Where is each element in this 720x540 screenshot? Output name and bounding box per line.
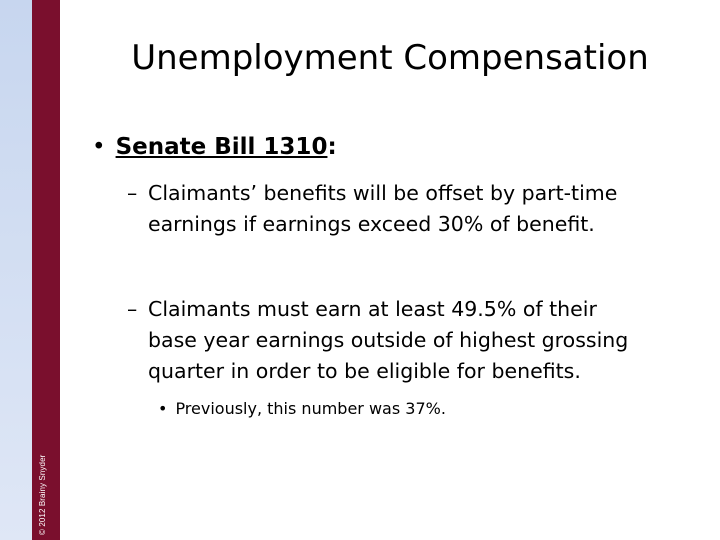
sub-bullet-earnings (127, 294, 687, 387)
bullet-marker: • (158, 399, 168, 418)
sub-sub-bullet-text: Previously, this number was 37%. (175, 399, 446, 418)
bullet-suffix: : (327, 134, 337, 160)
sub-bullet-line: base year earnings outside of highest grossing (148, 328, 629, 352)
slide-title: Unemployment Compensation (131, 38, 649, 78)
copyright-text: © 2012 Brainy Snyder (38, 454, 47, 535)
sub-bullet-line: quarter in order to be eligible for benefits. (148, 359, 581, 383)
sub-bullet-line: earnings if earnings exceed 30% of benefit. (148, 212, 595, 236)
bullet-label: Senate Bill 1310 (115, 134, 328, 160)
dash-marker: – (127, 181, 138, 205)
sidebar-light-stripe (0, 0, 32, 540)
bullet-marker: • (92, 134, 106, 160)
dash-marker: – (127, 297, 138, 321)
sub-sub-bullet-previously (158, 399, 446, 418)
sub-bullet-offset (127, 178, 687, 240)
bullet-senate-bill (92, 134, 337, 160)
sub-bullet-line: Claimants must earn at least 49.5% of their (148, 297, 597, 321)
sub-bullet-line: Claimants’ benefits will be offset by part-time (148, 181, 618, 205)
